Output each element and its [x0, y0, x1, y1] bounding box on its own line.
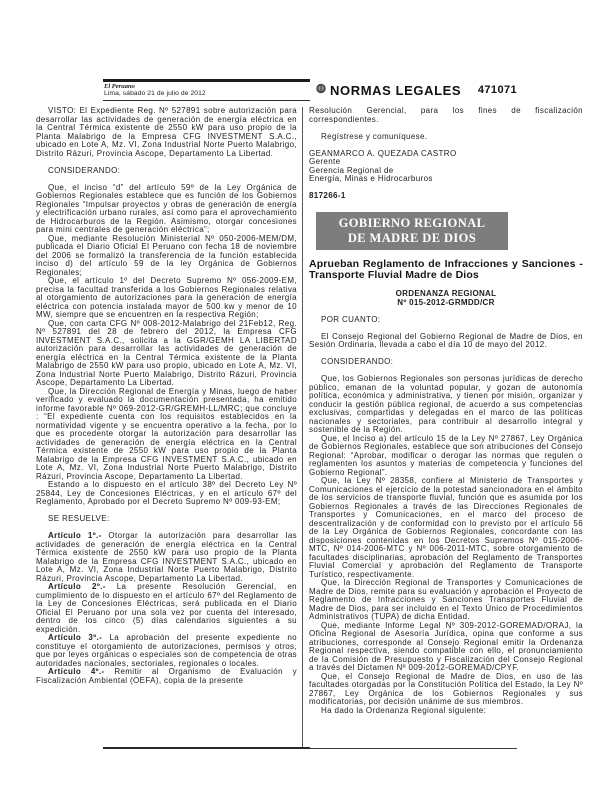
articulo-1-paragraph — [36, 532, 297, 583]
registrese-line: Regístrese y comuníquese. — [321, 131, 428, 141]
considerando-paragraph: Que, mediante Informe Legal Nº 309-2012-GOREMAD/ORAJ, la Oficina Regional de Asesoría Jurídica, opina que conforme a sus atribuciones, corresponde al Consejo Regional emitir la Ordenanza Regional respectiva, siendo compatible con ello, el pronunciamiento de la Comisión de Presupuesto y Fiscalización del Consejo Regional a través del Dictamen Nº 009-2012-GOREMAD/CPYF. — [309, 620, 583, 672]
considerando-paragraph: Que, mediante Resolución Ministerial Nº 050-2006-MEM/DM, publicada el Diario Oficial El Peruano con fecha 18 de noviembre del 2006 se formalizó la transferencia de la función establecida inciso d) del artículo 59 de la ley Orgánica de Gobiernos Regionales; — [36, 233, 297, 277]
column-divider — [302, 107, 303, 748]
considerando-paragraph: Que, el Consejo Regional de Madre de Dios, en uso de las facultades otorgadas por la Constitución Política del Estado, la Ley Nº 27867, Ley Orgánica de los Gobiernos Regionales y sus modificatorias, por decisión unánime de sus miembros. — [309, 671, 583, 706]
por-cuanto-heading: POR CUANTO: — [321, 314, 381, 324]
considerando-paragraph: Que, la Ley Nº 28358, confiere al Ministerio de Transportes y Comunicaciones el ejercicio de la potestad sancionadora en el ámbito de los servicios de transporte fluvial, función que es asumida por los Gobiernos Regionales a través de las Direcciones Regionales de Transportes y Comunicaciones, en el marco del proceso de descentralización y de conformidad con lo previsto por el artículo 56 de la Ley Orgánica de Gobiernos Regionales, concordante con las disposiciones contenidas en los Decretos Supremos Nº 015-2006-MTC, Nº 014-2006-MTC y Nº 006-2011-MTC, sobre otorgamiento de facultades disciplinarias, aprobación del Reglamento de Transportes Fluvial Comercial y aprobación del Reglamento de Transporte Turístico, respectivamente. — [309, 476, 583, 579]
considerando-paragraph: Que, el inciso “d” del artículo 59º de la Ley Orgánica de Gobiernos Regionales establece que es función de los Gobiernos Regionales “Impulsar proyectos y obras de generación de energía y electrificación urbano rurales, así como para el aprovechamiento de Hidrocarburos de la Región. Asimismo, otorgar concesiones para mini centrales de generación eléctrica”; — [36, 182, 297, 234]
considerando-paragraph: Que, la Dirección Regional de Transportes y Comunicaciones de Madre de Dios, remite para su evaluación y aprobación el Proyecto de Reglamento de Infracciones y Sanciones Transportes Fluvial de Madre de Dios, para ser incluido en el Texto Único de Procedimientos Administrativos (TUPA) de dicha Entidad. — [309, 578, 583, 621]
right-column — [309, 107, 583, 715]
signatory-name: GEANMARCO A. QUEZADA CASTRO — [309, 148, 457, 158]
continuation-paragraph: Resolución Gerencial, para los fines de fiscalización correspondientes. — [309, 106, 583, 124]
considerando-heading: CONSIDERANDO: — [321, 357, 394, 366]
considerando-paragraph: Que, el Inciso a) del artículo 15 de la Ley Nº 27867, Ley Orgánica de Gobiernos Regionales, establece que son atribuciones del Consejo Regional: “Aprobar, modificar o derogar las normas que regulen o reglamenten los asuntos y materias de competencia y funciones del Gobierno Regional”. — [309, 433, 583, 477]
banner-line2: DE MADRE DE DIOS — [347, 231, 477, 245]
considerando-paragraph: Que, la Dirección Regional de Energía y Minas, luego de haber verificado y evaluado la documentación presentada, ha emitido informe favorable Nº 069-2012-GR/GREMH-LL/MRC; que concluye : “El expediente cuenta con los requisitos establecidos en la normatividad vigente y se encuentra operativo a la fecha, por lo que es procedente otorgar la autorización para desarrollar las actividades de generación de energía eléctrica en la Central Térmica existente de 2550 kW para uso propio de la Planta Malabrigo de la Empresa CFG INVESTMENT S.A.C., ubicado en Lote A, Mz. VI, Zona Industrial Norte Puerto Malabrigo, Distrito Rázuri, Provincia Ascope, Departamento La Libertad. — [36, 386, 297, 481]
regional-government-banner — [316, 212, 508, 250]
ordinance-number — [309, 289, 583, 308]
ordinance-code: Nº 015-2012-GRMDD/CR — [397, 298, 495, 307]
section-title: NORMAS LEGALES — [330, 82, 462, 98]
peru-coat-of-arms-icon — [316, 81, 326, 99]
estando-paragraph: Estando a lo dispuesto en el artículo 38º del Decreto Ley Nº 25844, Ley de Concesiones Eléctricas, y en el artículo 67º del Reglamento, Aprobado por el Decreto Supremo Nº 009-93-EM; — [36, 480, 297, 506]
signature-block — [309, 150, 583, 184]
el-peruano-masthead — [103, 79, 310, 101]
articulo-3-paragraph — [36, 634, 297, 668]
visto-paragraph: VISTO: El Expediente Reg. Nº 527891 sobre autorización para desarrollar las actividades de generación de energía eléctrica en la Central Térmica existente de 2550 kW para uso propio de la Planta Malabrigo de la Empresa CFG INVESTMENT S.A.C., ubicado en Lote A, Mz. VI, Zona Industrial Norte Puerto Malabrigo, Distrito Rázuri, Provincia Ascope, Departamento La Libertad. — [36, 106, 297, 158]
articulo-4-text: Remitir al Organismo de Evaluación y Fiscalización Ambiental (OEFA), copia de la presente — [36, 667, 297, 685]
considerando-heading: CONSIDERANDO: — [48, 165, 121, 175]
articulo-1-text: Otorgar la autorización para desarrollar las actividades de generación de energía eléctrica en la Central Térmica existente de 2550 kW para uso propio de la Planta Malabrigo de la Empresa CFG INVESTMENT S.A.C., ubicado en Lote A, Mz. VI, Zona Industrial Norte Puerto Malabrigo, Distrito Rázuri, Provincia Ascope, Departamento La Libertad. — [36, 531, 297, 583]
articulo-3-label: Artículo 3º.- — [48, 633, 103, 642]
se-resuelve-heading: SE RESUELVE: — [48, 514, 110, 523]
ha-dado-line: Ha dado la Ordenanza Regional siguiente: — [321, 705, 487, 715]
signatory-title: Gerente — [309, 157, 341, 166]
signatory-office-line2: Energía, Minas e Hidrocarburos — [309, 174, 433, 183]
considerando-paragraph: Que, con carta CFG Nº 008-2012-Malabrigo del 21Feb12, Reg. Nº 527891 del 28 de febrero del 2012, la Empresa CFG INVESTMENT S.A.C., solicita a la GGR/GEMH LA LIBERTAD autorización para desarrollar las actividades de generación de energía eléctrica en la Central Térmica existente de la Planta Malabrigo de 2550 kW para uso propio, ubicado en Lote A, Mz. VI, Zona Industrial Norte Puerto Malabrigo, Distrito Rázuri, Provincia Ascope, Departamento La Libertad. — [36, 318, 297, 387]
articulo-2-paragraph — [36, 583, 297, 634]
ordinance-title: ORDENANZA REGIONAL — [395, 288, 497, 298]
footer-rule-right — [310, 748, 517, 749]
considerando-paragraph: Que, los Gobiernos Regionales son personas jurídicas de derecho público, emanan de la voluntad popular, y gozan de autonomía política, económica y administrativa, y tienen por misión, organizar y conducir la gestión pública regional, de acuerdo a sus competencias exclusivas, compartidas y delegadas en el marco de las políticas nacionales y sectoriales, para contribuir al desarrollo integral y sostenible de la Región. — [309, 374, 583, 434]
edition-date: Lima, sábado 21 de julio de 2012 — [104, 90, 206, 97]
consejo-paragraph: El Consejo Regional del Gobierno Regional de Madre de Dios, en Sesión Ordinaria, llevada a cabo el día 10 de mayo del 2012. — [309, 331, 583, 349]
articulo-4-paragraph — [36, 668, 297, 685]
article-heading: Aprueban Reglamento de Infracciones y Sanciones - Transporte Fluvial Madre de Dios — [309, 257, 583, 281]
left-column — [36, 107, 297, 685]
considerando-paragraph: Que, el artículo 1º del Decreto Supremo Nº 056-2009-EM, precisa la facultad transferida a los Gobiernos Regionales relativa al otorgamiento de autorizaciones para la generación de energía eléctrica con potencia instalada mayor de 500 kw y menor de 10 MW, siempre que se encuentren en la respectiva Región; — [36, 276, 297, 319]
footer-rule-left — [103, 747, 310, 749]
page-number: 471071 — [477, 84, 517, 96]
signatory-office-line1: Gerencia Regional de — [309, 165, 394, 175]
articulo-4-label: Artículo 4º.- — [48, 667, 105, 676]
articulo-1-label: Artículo 1º.- — [48, 531, 102, 540]
articulo-2-text: La presente Resolución Gerencial, en cumplimiento de lo dispuesto en el artículo 67º del Reglamento de la Ley de Concesiones Eléctricas, será publicada en el Diario Oficial El Peruano por una sola vez por cuenta del interesado, dentro de los cinco (5) días calendarios siguientes a su expedición. — [36, 582, 297, 634]
articulo-3-text: La aprobación del presente expediente no constituye el otorgamiento de autorizaciones, permisos y otros, que por leyes orgánicas o especiales son de competencia de otras autoridades nacionales, sectoriales, regionales o locales. — [36, 633, 297, 668]
articulo-2-label: Artículo 2º.- — [48, 582, 106, 591]
notice-code: 817266-1 — [309, 191, 346, 200]
banner-line1: GOBIERNO REGIONAL — [338, 215, 486, 230]
publication-name: El Peruano — [104, 83, 135, 90]
section-title-block — [316, 82, 461, 98]
